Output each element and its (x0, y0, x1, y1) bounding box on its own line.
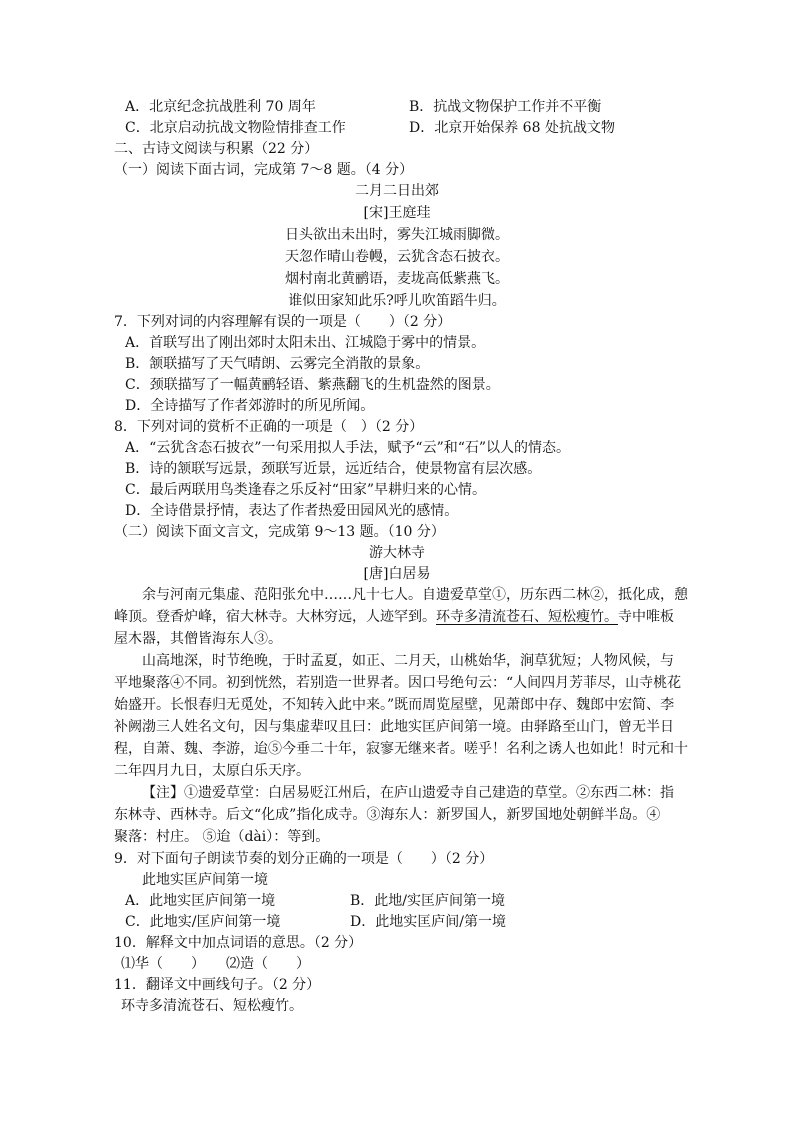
q7-stem: 7．下列对词的内容理解有误的一项是（ ）（2 分） (114, 314, 452, 330)
q10-items: ⑴华（ ） ⑵造（ ） (121, 956, 310, 972)
poem-line: 天忽作晴山卷幔，云犹含态石披衣。 (285, 249, 509, 265)
poem-title: 二月二日出郊 (355, 183, 439, 199)
q9-option-a: A．此地实匡庐间第一境 (125, 893, 276, 909)
q10-stem: 10．解释文中加点词语的意思。（2 分） (114, 935, 363, 951)
prose-line: 补阙渤三人姓名文句，因与集虚辈叹且曰：此地实匡庐间第一境。由驿路至山门，曾无半日 (114, 719, 674, 735)
q8-option-d: D．全诗借景抒情，表达了作者热爱田园风光的感情。 (125, 503, 459, 519)
prose-line: 屋木器，其僧皆海东人③。 (114, 631, 282, 647)
prose-line: 程，自萧、魏、李游，迨⑤今垂二十年，寂寥无继来者。嗟乎！名利之诱人也如此！时元和十 (114, 741, 688, 757)
q8-stem: 8．下列对词的赏析不正确的一项是（ ）（2 分） (114, 419, 424, 435)
prose-line: 始盛开。长恨春归无觅处，不知转入此中来。”既而周览屋壁，见萧郎中存、魏郎中宏简、李 (114, 697, 675, 713)
prose-title: 游大林寺 (369, 545, 425, 561)
q7-option-c: C．颈联描写了一幅黄鹂轻语、紫燕翻飞的生机盎然的图景。 (125, 377, 500, 393)
q7-option-d: D．全诗描写了作者郊游时的所见所闻。 (125, 398, 375, 414)
q7-option-a: A．首联写出了刚出郊时太阳未出、江城隐于雾中的情景。 (125, 335, 486, 351)
q6-option-a: A．北京纪念抗战胜利 70 周年 (125, 99, 316, 115)
prose-line: 二年四月九日，太原白乐天序。 (114, 763, 310, 779)
poem-line: 谁似田家知此乐?呼儿吹笛蹈牛归。 (288, 293, 506, 309)
q8-option-b: B．诗的颔联写远景，颈联写近景，远近结合，使景物富有层次感。 (125, 461, 542, 477)
q11-stem: 11．翻译文中画线句子。（2 分） (114, 977, 321, 993)
q9-option-b: B．此地/实匡庐间第一境 (350, 893, 506, 909)
part2-intro: （二）阅读下面文言文，完成第 9～13 题。（10 分） (114, 524, 445, 540)
q8-option-c: C．最后两联用鸟类逢春之乐反衬“田家”早耕归来的心情。 (125, 482, 487, 498)
underlined-sentence: 环寺多清流苍石、短松瘦竹。 (436, 609, 618, 625)
poem-line: 烟村南北黄鹂语，麦垅高低紫燕飞。 (285, 271, 509, 287)
q6-option-b: B．抗战文物保护工作并不平衡 (409, 99, 602, 115)
q9-stem: 9．对下面句子朗读节奏的划分正确的一项是（ ）（2 分） (114, 851, 494, 867)
note-line: 聚落：村庄。 ⑤迨（dài）：等到。 (114, 829, 330, 845)
prose-author: [唐]白居易 (363, 566, 431, 582)
poem-author: [宋]王庭珪 (363, 205, 431, 221)
prose-text: 峰顶。登香炉峰，宿大林寺。大林穷远，人迹罕到。 (114, 609, 436, 625)
poem-line: 日头欲出未出时，雾失江城雨脚微。 (285, 227, 509, 243)
prose-line: 余与河南元集虚、范阳张允中……凡十七人。自遗爱草堂①，历东西二林②，抵化成，憩 (142, 587, 688, 603)
q9-sentence: 此地实匡庐间第一境 (142, 872, 268, 888)
part1-intro: （一）阅读下面古词，完成第 7～8 题。（4 分） (114, 162, 414, 178)
prose-line: 山高地深，时节绝晚，于时孟夏，如正、二月天，山桃始华，涧草犹短；人物风候，与 (142, 653, 674, 669)
note-line: 【注】①遗爱草堂：白居易贬江州后，在庐山遗爱寺自己建造的草堂。②东西二林：指 (142, 785, 674, 801)
q11-sentence: 环寺多清流苍石、短松瘦竹。 (121, 998, 303, 1014)
q7-option-b: B．颔联描写了天气晴朗、云雾完全消散的景象。 (125, 356, 430, 372)
prose-line: 平地聚落④不同。初到恍然，若别造一世界者。因口号绝句云：“人间四月芳菲尽，山寺桃花 (114, 675, 682, 691)
q9-option-d: D．此地实匡庐间/第一境 (350, 914, 506, 930)
note-line: 东林寺、西林寺。后文“化成”指化成寺。③海东人：新罗国人，新罗国地处朝鲜半岛。④ (114, 807, 661, 823)
prose-text: 寺中唯板 (618, 609, 674, 625)
q9-option-c: C．此地实/匡庐间第一境 (125, 914, 281, 930)
q6-option-c: C．北京启动抗战文物险情排查工作 (125, 120, 346, 136)
prose-line (114, 607, 674, 627)
section-heading: 二、古诗文阅读与积累（22 分） (114, 141, 319, 157)
q8-option-a: A．“云犹含态石披衣”一句采用拟人手法，赋予“云”和“石”以人的情态。 (125, 440, 571, 456)
q6-option-d: D．北京开始保养 68 处抗战文物 (409, 120, 615, 136)
